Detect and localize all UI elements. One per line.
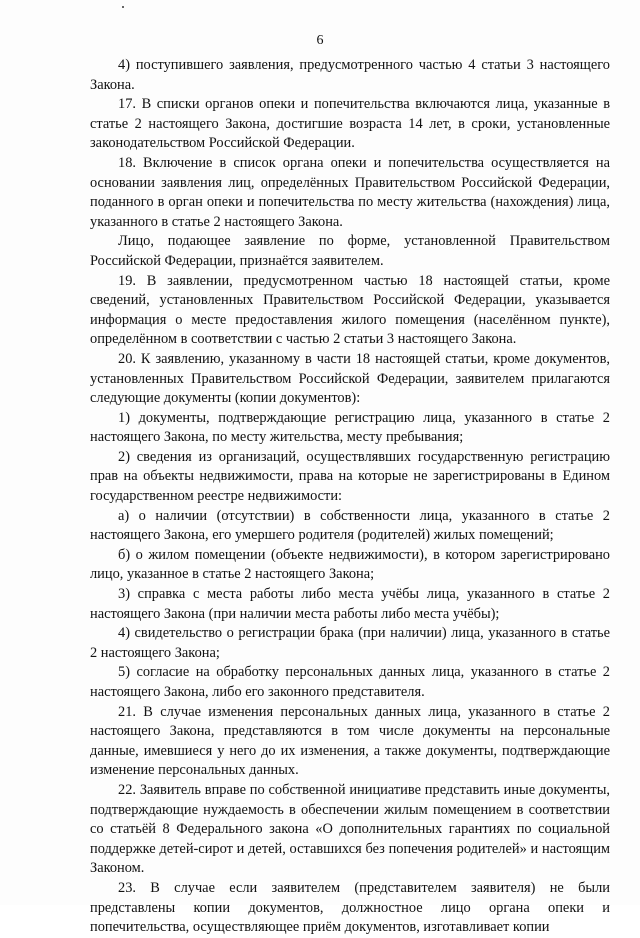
paragraph-20-item-3: 3) справка с места работы либо места учёбы лица, указанного в статье 2 настоящего Закона (при наличии места работы либо места учёбы); <box>90 586 610 622</box>
paragraph-20: 20. К заявлению, указанному в части 18 настоящей статьи, кроме документов, установленных Правительством Российской Федерации, заявителем прилагаются следующие документы (копии документов): <box>90 350 610 407</box>
paragraph-23: 23. В случае если заявителем (представителем заявителя) не были представлены копии документов, должностное лицо органа опеки и попечительства, осуществляющее приём документов, изготавливает копии <box>90 879 610 936</box>
paragraph-21: 21. В случае изменения персональных данных лица, указанного в статье 2 настоящего Закона, представляются в том числе документы на персональные данные, имевшиеся у него до их изменения, а также документы, подтверждающие изменение персональных данных. <box>90 703 610 779</box>
document-body <box>90 56 610 938</box>
paragraph-20-item-2b: б) о жилом помещении (объекте недвижимости), в котором зарегистрировано лицо, указанное в статье 2 настоящего Закона; <box>90 546 610 583</box>
paragraph-20-item-1: 1) документы, подтверждающие регистрацию лица, указанного в статье 2 настоящего Закона, по месту жительства, месту пребывания; <box>90 409 610 446</box>
paragraph-19: 19. В заявлении, предусмотренном частью 18 настоящей статьи, кроме сведений, установленных Правительством Российской Федерации, указывается информация о месте предоставления жилого помещения (населённом пункте), определённом в соответствии с частью 2 статьи 3 настоящего Закона. <box>90 272 610 348</box>
paragraph-20-item-5: 5) согласие на обработку персональных данных лица, указанного в статье 2 настоящего Закона, либо его законного представителя. <box>90 664 610 700</box>
paragraph-18: 18. Включение в список органа опеки и попечительства осуществляется на основании заявления лиц, определённых Правительством Российской Федерации, поданного в орган опеки и попечительства по месту жительства (нахождения) лица, указанного в статье 2 настоящего Закона. <box>90 154 610 230</box>
paragraph-17: 17. В списки органов опеки и попечительства включаются лица, указанные в статье 2 настоящего Закона, достигшие возраста 14 лет, в сроки, установленные законодательством Российской Федерации. <box>90 96 610 152</box>
paragraph-item-4: 4) поступившего заявления, предусмотренного частью 4 статьи 3 настоящего Закона. <box>90 57 610 93</box>
paragraph-applicant-definition: Лицо, подающее заявление по форме, установленной Правительством Российской Федерации, признаётся заявителем. <box>90 233 610 269</box>
paragraph-22: 22. Заявитель вправе по собственной инициативе представить иные документы, подтверждающие нуждаемость в обеспечении жилым помещением в соответствии со статьёй 8 Федерального закона «О дополнительных гарантиях по социальной поддержке детей-сирот и детей, оставшихся без попечения родителей» и настоящим Законом. <box>90 781 610 877</box>
paragraph-20-item-2: 2) сведения из организаций, осуществлявших государственную регистрацию прав на объекты недвижимости, права на которые не зарегистрированы в Едином государственном реестре недвижимости: <box>90 448 610 505</box>
paragraph-20-item-4: 4) свидетельство о регистрации брака (при наличии) лица, указанного в статье 2 настоящего Закона; <box>90 625 610 661</box>
page-number: 6 <box>316 33 324 48</box>
paragraph-20-item-2a: а) о наличии (отсутствии) в собственности лица, указанного в статье 2 настоящего Закона, его умершего родителя (родителей) жилых помещений; <box>90 507 610 544</box>
scan-dot <box>122 6 124 8</box>
